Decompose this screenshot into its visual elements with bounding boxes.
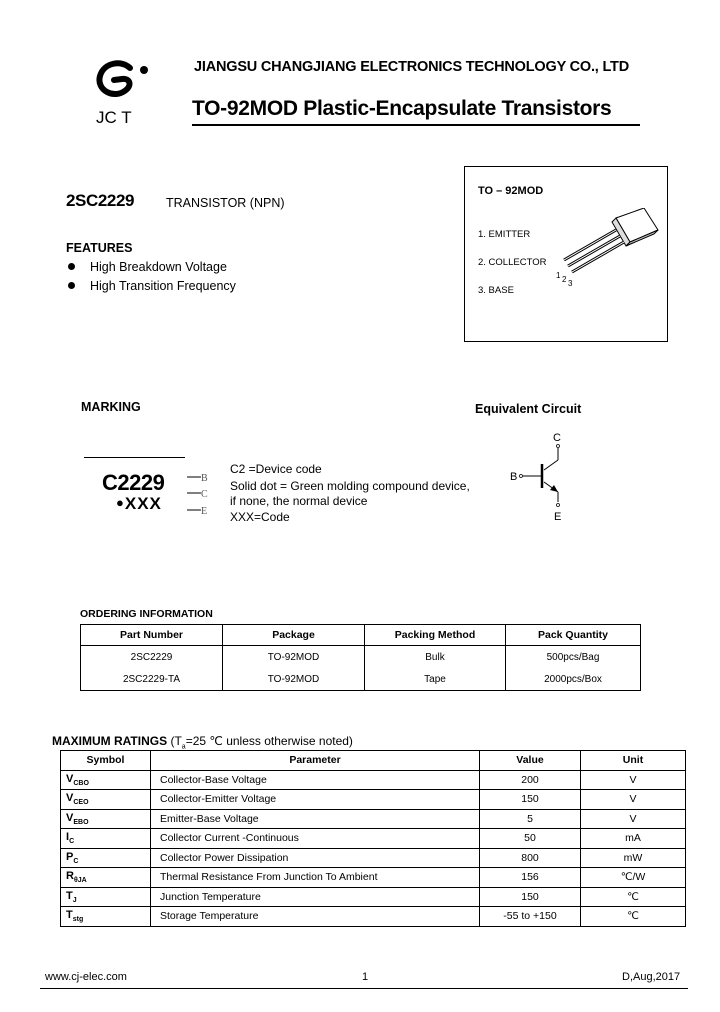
symbol-cell: $V_{CBO}$ xyxy=(61,770,151,790)
cell: 500pcs/Bag xyxy=(506,646,641,669)
value-cell: -55 to +150 xyxy=(480,907,581,927)
value-cell: 150 xyxy=(480,790,581,810)
column-header: Unit xyxy=(581,751,686,771)
footer-revision: D,Aug,2017 xyxy=(622,971,681,983)
unit-cell: V xyxy=(581,790,686,810)
cell: Tape xyxy=(365,668,506,691)
pin-base: 3. BASE xyxy=(478,285,514,296)
table-row xyxy=(61,790,686,810)
symbol-cell: $T_{stg}$ xyxy=(61,907,151,927)
cell: Bulk xyxy=(365,646,506,669)
feature-text: High Transition Frequency xyxy=(90,279,236,293)
column-header: Pack Quantity xyxy=(506,625,641,646)
cell: 2000pcs/Box xyxy=(506,668,641,691)
unit-cell: ℃ xyxy=(581,887,686,907)
marking-device-code: C2229 xyxy=(102,470,165,495)
column-header: Value xyxy=(480,751,581,771)
table-row xyxy=(61,770,686,790)
footer-website: www.cj-elec.com xyxy=(45,971,127,983)
circuit-label-e: E xyxy=(554,511,562,523)
table-row xyxy=(61,868,686,888)
feature-item xyxy=(68,260,227,274)
parameter-cell: Collector-Base Voltage xyxy=(151,770,480,790)
table-row xyxy=(61,848,686,868)
marking-divider xyxy=(84,457,185,458)
parameter-cell: Thermal Resistance From Junction To Ambient xyxy=(151,868,480,888)
parameter-cell: Emitter-Base Voltage xyxy=(151,809,480,829)
table-row xyxy=(61,809,686,829)
footer-page-number: 1 xyxy=(362,971,369,983)
cell: TO-92MOD xyxy=(223,668,365,691)
marking-heading: MARKING xyxy=(81,400,141,414)
column-header: Packing Method xyxy=(365,625,506,646)
parameter-cell: Collector Current -Continuous xyxy=(151,829,480,849)
package-title: TO – 92MOD xyxy=(478,185,544,197)
symbol-cell: $P_C$ xyxy=(61,848,151,868)
marking-lot xyxy=(116,494,162,514)
symbol-cell: $R_{\theta JA}$ xyxy=(61,868,151,888)
value-cell: 150 xyxy=(480,887,581,907)
cell: 2SC2229 xyxy=(81,646,223,669)
ordering-heading: ORDERING INFORMATION xyxy=(80,608,213,620)
cell: TO-92MOD xyxy=(223,646,365,669)
pin-emitter: 1. EMITTER xyxy=(478,229,531,240)
parameter-cell: Collector Power Dissipation xyxy=(151,848,480,868)
company-name: JIANGSU CHANGJIANG ELECTRONICS TECHNOLOGY CO., LTD xyxy=(194,59,629,75)
marking-pin-leads xyxy=(187,472,213,518)
table-row xyxy=(61,887,686,907)
parameter-cell: Junction Temperature xyxy=(151,887,480,907)
features-heading: FEATURES xyxy=(66,241,133,255)
lead-label-e: E xyxy=(201,506,208,517)
max-ratings-table xyxy=(60,750,686,927)
cell: 2SC2229-TA xyxy=(81,668,223,691)
unit-cell: V xyxy=(581,770,686,790)
value-cell: 50 xyxy=(480,829,581,849)
marking-desc-line: XXX=Code xyxy=(230,510,290,524)
marking-desc-line: Solid dot = Green molding compound device, xyxy=(230,479,470,493)
parameter-cell: Storage Temperature xyxy=(151,907,480,927)
column-header: Symbol xyxy=(61,751,151,771)
unit-cell: ℃/W xyxy=(581,868,686,888)
unit-cell: ℃ xyxy=(581,907,686,927)
lead-number-3: 3 xyxy=(568,279,573,288)
document-title: TO-92MOD Plastic-Encapsulate Transistors xyxy=(192,97,612,120)
table-row xyxy=(61,907,686,927)
company-logo-icon xyxy=(92,58,154,108)
circuit-label-c: C xyxy=(553,432,561,444)
unit-cell: V xyxy=(581,809,686,829)
symbol-cell: $V_{CEO}$ xyxy=(61,790,151,810)
lead-label-b: B xyxy=(201,473,208,484)
npn-transistor-symbol-icon xyxy=(506,428,576,524)
lead-number-2: 2 xyxy=(562,275,567,284)
table-header-row xyxy=(81,625,641,646)
value-cell: 5 xyxy=(480,809,581,829)
marking-lot-code: XXX xyxy=(124,494,162,513)
part-type: TRANSISTOR (NPN) xyxy=(166,196,285,210)
max-ratings-title: MAXIMUM RATINGS xyxy=(52,734,168,748)
marking-desc-line: C2 =Device code xyxy=(230,462,322,476)
title-underline xyxy=(192,124,640,126)
lead-number-1: 1 xyxy=(556,271,561,280)
feature-text: High Breakdown Voltage xyxy=(90,260,227,274)
max-ratings-condition: ($T_a=25$ ℃ unless otherwise noted) xyxy=(170,734,353,751)
symbol-cell: $V_{EBO}$ xyxy=(61,809,151,829)
symbol-cell: $I_C$ xyxy=(61,829,151,849)
table-row xyxy=(81,668,641,691)
feature-item xyxy=(68,279,236,293)
to92mod-package-icon xyxy=(548,208,663,288)
table-row xyxy=(61,829,686,849)
bullet-icon xyxy=(68,282,75,289)
column-header: Part Number xyxy=(81,625,223,646)
column-header: Package xyxy=(223,625,365,646)
table-row xyxy=(81,646,641,669)
footer-divider xyxy=(40,988,688,989)
circuit-label-b: B xyxy=(510,471,518,483)
max-ratings-heading xyxy=(52,734,353,750)
logo-text: JC T xyxy=(96,108,132,127)
table-header-row xyxy=(61,751,686,771)
value-cell: 800 xyxy=(480,848,581,868)
marking-desc-line: if none, the normal device xyxy=(230,494,368,508)
unit-cell: mW xyxy=(581,848,686,868)
equivalent-circuit-heading: Equivalent Circuit xyxy=(475,402,582,416)
lead-label-c: C xyxy=(201,489,208,500)
value-cell: 156 xyxy=(480,868,581,888)
max-ratings-body xyxy=(61,770,686,926)
column-header: Parameter xyxy=(151,751,480,771)
bullet-icon xyxy=(68,263,75,270)
part-number: 2SC2229 xyxy=(66,191,135,210)
solid-dot-icon: ● xyxy=(116,495,125,510)
pin-collector: 2. COLLECTOR xyxy=(478,257,547,268)
parameter-cell: Collector-Emitter Voltage xyxy=(151,790,480,810)
value-cell: 200 xyxy=(480,770,581,790)
ordering-table xyxy=(80,624,641,691)
symbol-cell: $T_J$ xyxy=(61,887,151,907)
unit-cell: mA xyxy=(581,829,686,849)
